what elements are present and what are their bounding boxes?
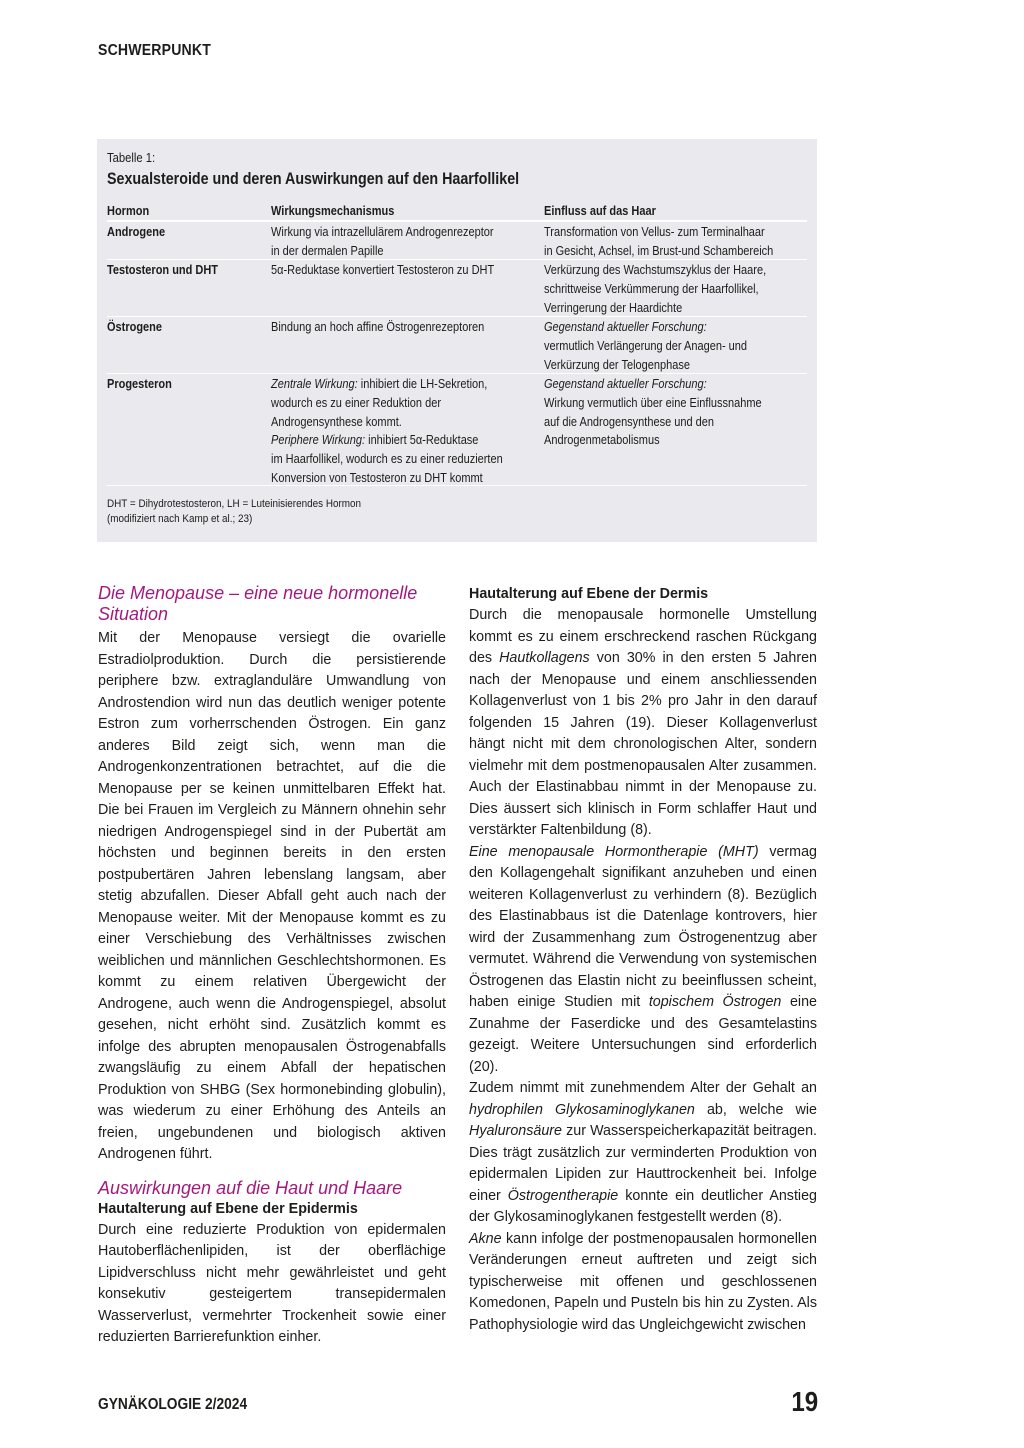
table-row-androgene: [107, 221, 807, 259]
hormone-cell: Testosteron und DHT: [107, 263, 219, 277]
heading-menopause: Die Menopause – eine neue hormonelle Situation: [98, 583, 418, 624]
table-row-progesteron: [107, 373, 807, 486]
effect-cell: Gegenstand aktueller Forschung: vermutlich Verlängerung der Anagen- und Verkürzung der Telogenphase: [544, 320, 748, 372]
subheading-epidermis: Hautalterung auf Ebene der Epidermis: [98, 1200, 358, 1217]
table-grid: [107, 201, 807, 486]
hormone-cell: Androgene: [107, 225, 166, 239]
paragraph: Mit der Menopause versiegt die ovarielle Estradiolproduktion. Durch die persistierende periphere bzw. extraglanduläre Umwandlung von Androstendion wird nun das deutlich weniger potente Estron zum vorherrschenden Östrogen. Ein ganz anderes Bild zeigt sich, wenn man die Androgenkonzentrationen betrachtet, auf die die Menopause per se keinen unmittelbaren Effekt hat. Die bei Frauen im Vergleich zu Männern ohnehin sehr niedrigen Androgenspiegel sind in der Pubertät am höchsten und beginnen bereits in den ersten postpubertären Jahren lebenslang langsam, aber stetig abzufallen. Dieser Abfall geht auch nach der Menopause weiter. Mit der Menopause kommt es zu einer Verschiebung des Verhältnisses zwischen weiblichen und männlichen Geschlechtshormonen. Es kommt zu einem relativen Übergewicht der Androgene, auch wenn die Androgenspiegel, absolut gesehen, nicht erhöht sind. Zusätzlich kommt es infolge des abrupten menopausalen Östrogenabfalls zwangsläufig zu einem Abfall der hepatischen Produktion von SHBG (Sex hormonebinding globulin), was wiederum zu einer Erhöhung des Anteils an freien, ungebundenen und biologisch aktiven Androgenen führt.: [98, 630, 446, 1162]
paragraph: Eine menopausale Hormontherapie (MHT) vermag den Kollagengehalt signifikant anzuheben und einen weiteren Kollagenverlust zu verhindern (8). Bezüglich des Elastinabbaus ist die Datenlage kontrovers, hier wird der Zusammenhang zum Östrogenentzug aber vermutet. Während die Verwendung von systemischen Östrogenen das Elastin nicht zu beeinflussen scheint, haben einige Studien mit topischem Östrogen eine Zunahme der Faserdicke und des Gesamtelastins gezeigt. Weitere Untersuchungen sind erforderlich (20).: [469, 843, 817, 1075]
table-row-oestrogene: [107, 316, 807, 373]
table-caption: Tabelle 1:: [107, 151, 156, 165]
table-bottom-rule: [107, 485, 807, 486]
effect-cell: Gegenstand aktueller Forschung: Wirkung vermutlich über eine Einflussnahme auf die Androgensynthese und den Androgenmetabolismus: [544, 377, 762, 448]
journal-footer: GYNÄKOLOGIE 2/2024: [98, 1396, 248, 1413]
subheading-dermis: Hautalterung auf Ebene der Dermis: [469, 586, 709, 602]
hormone-cell: Progesteron: [107, 377, 172, 391]
mechanism-cell: Bindung an hoch affine Östrogenrezeptoren: [271, 320, 485, 334]
table-footnote: DHT = Dihydrotestosteron, LH = Luteinisierendes Hormon (modifiziert nach Kamp et al.; 23): [107, 498, 362, 525]
paragraph: Durch die menopausale hormonelle Umstellung kommt es zu einem erschreckend raschen Rückgang des Hautkollagens von 30% in den ersten 5 Jahren nach der Menopause und einem anschliessenden Kollagenverlust von 1 bis 2% pro Jahr in den darauf folgenden 15 Jahren (19). Dieser Kollagenverlust hängt nicht mit dem chronologischen Alter, sondern vielmehr mit dem postmenopausalen Alter zusammen. Auch der Elastinabbau nimmt in der Menopause zu. Dies äussert sich klinisch in Form schlaffer Haut und verstärkter Faltenbildung (8).: [469, 607, 817, 838]
table-title: Sexualsteroide und deren Auswirkungen auf den Haarfollikel: [107, 169, 520, 188]
paragraph: Zudem nimmt mit zunehmendem Alter der Gehalt an hydrophilen Glykosaminoglykanen ab, welche wie Hyaluronsäure zur Wasserspeicherkapazität beitragen. Dies trägt zusätzlich zur verminderten Produktion von epidermalen Lipiden zur Hauttrockenheit bei. Infolge einer Östrogentherapie konnte ein deutlicher Anstieg der Glykosaminoglykanen festgestellt werden (8).: [469, 1080, 818, 1225]
table-row-testosteron: [107, 259, 807, 316]
mechanism-cell: Zentrale Wirkung: inhibiert die LH-Sekretion, wodurch es zu einer Reduktion der Androgensynthese kommt. Periphere Wirkung: inhibiert 5α-Reduktase im Haarfollikel, wodurch es zu einer reduzierten Konversion von Testosteron zu DHT kommt: [271, 377, 503, 485]
section-label: SCHWERPUNKT: [98, 42, 212, 59]
table-header-row: [107, 201, 807, 221]
effect-cell: Transformation von Vellus- zum Terminalhaar in Gesicht, Achsel, im Brust-und Schambereich: [544, 225, 774, 258]
effect-cell: Verkürzung des Wachstumszyklus der Haare, schrittweise Verkümmerung der Haarfollikel, Verringerung der Haardichte: [544, 263, 767, 315]
column-header: Einfluss auf das Haar: [544, 204, 656, 218]
left-column: [98, 583, 446, 1349]
mechanism-cell: Wirkung via intrazellulärem Androgenrezeptor in der dermalen Papille: [271, 225, 494, 258]
table-1: [97, 139, 817, 542]
column-header: Wirkungsmechanismus: [271, 204, 395, 218]
mechanism-cell: 5α-Reduktase konvertiert Testosteron zu DHT: [271, 263, 495, 277]
heading-haut-haare: Auswirkungen auf die Haut und Haare: [98, 1177, 403, 1198]
paragraph: Akne kann infolge der postmenopausalen hormonellen Veränderungen erneut auftreten und zeigt sich typischerweise mit offenen und geschlossenen Komedonen, Papeln und Pusteln bis hin zu Zysten. Als Pathophysiologie wird das Ungleichgewicht zwischen: [469, 1230, 817, 1333]
hormone-cell: Östrogene: [107, 320, 163, 334]
right-column: [469, 584, 817, 1336]
paragraph: Durch eine reduzierte Produktion von epidermalen Hautoberflächenlipiden, ist der oberflächige Lipidverschluss nicht mehr gewährleistet und geht konsekutiv gesteigertem transepidermalen Wasserverlust, vermehrter Trockenheit sowie einer reduzierten Barrierefunktion einher.: [98, 1221, 446, 1345]
column-header: Hormon: [107, 204, 150, 218]
page-number: 19: [791, 1386, 818, 1417]
